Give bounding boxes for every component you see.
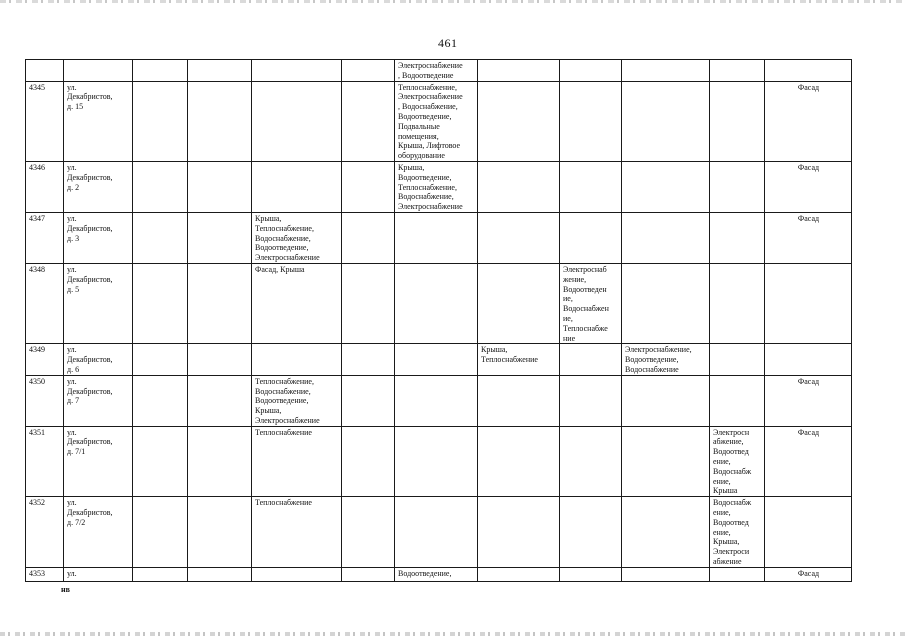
table-cell: [252, 60, 342, 82]
table-cell: [622, 375, 710, 426]
table-cell: [342, 375, 395, 426]
table-cell: [133, 497, 188, 568]
table-cell: [342, 212, 395, 263]
row-number-cell: 4349: [26, 344, 64, 375]
row-number-cell: 4351: [26, 426, 64, 497]
table-cell: [710, 60, 765, 82]
table-row: [26, 497, 852, 568]
table-cell: [478, 161, 560, 212]
table-cell: [252, 567, 342, 581]
table-cell: [133, 344, 188, 375]
facade-cell: Фасад: [765, 567, 852, 581]
table-cell: [188, 426, 252, 497]
address-cell: ул.: [64, 567, 133, 581]
table-cell: [560, 81, 622, 161]
table-cell: [478, 60, 560, 82]
table-row: [26, 212, 852, 263]
table-cell: Крыша, Теплоснабжение, Водоснабжение, Водоотведение, Электроснабжение: [252, 212, 342, 263]
table-cell: [188, 212, 252, 263]
table-cell: [478, 375, 560, 426]
table-cell: [478, 212, 560, 263]
table-cell: [188, 567, 252, 581]
table-cell: [188, 497, 252, 568]
facade-cell: Фасад: [765, 212, 852, 263]
table-cell: [560, 212, 622, 263]
address-cell: ул. Декабристов, д. 2: [64, 161, 133, 212]
table-cell: [188, 81, 252, 161]
table-cell: [133, 81, 188, 161]
row-number-cell: 4350: [26, 375, 64, 426]
row-number-cell: 4348: [26, 263, 64, 343]
facade-cell: [765, 497, 852, 568]
table-cell: [133, 212, 188, 263]
table-cell: [395, 344, 478, 375]
table-cell: [133, 567, 188, 581]
table-row: [26, 60, 852, 82]
table-cell: [710, 567, 765, 581]
table-cell: [478, 81, 560, 161]
table-cell: Фасад, Крыша: [252, 263, 342, 343]
table-cell: [560, 497, 622, 568]
table-cell: Теплоснабжение: [252, 497, 342, 568]
facade-cell: [765, 263, 852, 343]
table-cell: [710, 344, 765, 375]
scan-artifact-bottom: [0, 632, 905, 636]
facade-cell: Фасад: [765, 161, 852, 212]
table-cell: [342, 81, 395, 161]
table-cell: [710, 212, 765, 263]
table-cell: [478, 567, 560, 581]
table-cell: [188, 263, 252, 343]
table-cell: [622, 263, 710, 343]
table-row: [26, 81, 852, 161]
address-cell: ул. Декабристов, д. 7: [64, 375, 133, 426]
footnote-mark: нв: [61, 585, 70, 594]
address-cell: ул. Декабристов, д. 3: [64, 212, 133, 263]
table-cell: [133, 375, 188, 426]
row-number-cell: 4353: [26, 567, 64, 581]
table-cell: [560, 567, 622, 581]
address-cell: ул. Декабристов, д. 7/1: [64, 426, 133, 497]
table-cell: Крыша, Теплоснабжение: [478, 344, 560, 375]
address-cell: ул. Декабристов, д. 7/2: [64, 497, 133, 568]
table-cell: [133, 161, 188, 212]
table-cell: [342, 426, 395, 497]
table-cell: [342, 344, 395, 375]
table-row: [26, 344, 852, 375]
table-cell: [252, 344, 342, 375]
table-cell: [133, 263, 188, 343]
table-cell: [188, 375, 252, 426]
table-cell: [395, 497, 478, 568]
repair-schedule-table: [25, 59, 852, 582]
table-cell: [560, 60, 622, 82]
page-number: 461: [438, 36, 458, 50]
table-cell: Теплоснабжение, Электроснабжение , Водоснабжение, Водоотведение, Подвальные помещения, Крыша, Лифтовое оборудование: [395, 81, 478, 161]
table-cell: [710, 161, 765, 212]
table-row: [26, 426, 852, 497]
table-row: [26, 161, 852, 212]
table-cell: [133, 426, 188, 497]
table-row: [26, 567, 852, 581]
table-cell: Теплоснабжение: [252, 426, 342, 497]
table-cell: [342, 263, 395, 343]
table-cell: Электроснабжение, Водоотведение, Водоснабжение: [622, 344, 710, 375]
row-number-cell: 4346: [26, 161, 64, 212]
table-cell: [560, 426, 622, 497]
facade-cell: Фасад: [765, 81, 852, 161]
address-cell: [64, 60, 133, 82]
table-cell: [710, 81, 765, 161]
table-cell: [342, 60, 395, 82]
row-number-cell: [26, 60, 64, 82]
table-cell: [342, 567, 395, 581]
table-cell: [622, 81, 710, 161]
table-cell: Водоотведение,: [395, 567, 478, 581]
table-cell: [395, 212, 478, 263]
table-cell: [478, 497, 560, 568]
facade-cell: [765, 344, 852, 375]
table-cell: [188, 60, 252, 82]
table-cell: [478, 426, 560, 497]
facade-cell: [765, 60, 852, 82]
table-cell: [622, 567, 710, 581]
table-cell: Теплоснабжение, Водоснабжение, Водоотведение, Крыша, Электроснабжение: [252, 375, 342, 426]
row-number-cell: 4347: [26, 212, 64, 263]
facade-cell: Фасад: [765, 426, 852, 497]
address-cell: ул. Декабристов, д. 6: [64, 344, 133, 375]
table-cell: Электроснаб жение, Водоотведен ие, Водоснабжен ие, Теплоснабже ние: [560, 263, 622, 343]
table-cell: [478, 263, 560, 343]
table-cell: [252, 81, 342, 161]
table-cell: [395, 375, 478, 426]
address-cell: ул. Декабристов, д. 5: [64, 263, 133, 343]
table-cell: Электроснабжение , Водоотведение: [395, 60, 478, 82]
table-cell: [710, 263, 765, 343]
table-cell: [560, 344, 622, 375]
table-cell: [188, 161, 252, 212]
table-cell: Электросн абжение, Водоотвед ение, Водоснабж ение, Крыша: [710, 426, 765, 497]
table-cell: [622, 161, 710, 212]
table-cell: [342, 497, 395, 568]
table-cell: [252, 161, 342, 212]
table-cell: [133, 60, 188, 82]
table-cell: [560, 161, 622, 212]
table-cell: [395, 426, 478, 497]
table-cell: [395, 263, 478, 343]
table-cell: Водоснабж ение, Водоотвед ение, Крыша, Электроси абжение: [710, 497, 765, 568]
table-cell: [622, 60, 710, 82]
table-cell: [560, 375, 622, 426]
scan-artifact-top: [0, 0, 905, 3]
facade-cell: Фасад: [765, 375, 852, 426]
row-number-cell: 4352: [26, 497, 64, 568]
table-row: [26, 375, 852, 426]
table-cell: [622, 426, 710, 497]
table-cell: [622, 212, 710, 263]
table-cell: Крыша, Водоотведение, Теплоснабжение, Водоснабжение, Электроснабжение: [395, 161, 478, 212]
address-cell: ул. Декабристов, д. 15: [64, 81, 133, 161]
table-cell: [622, 497, 710, 568]
table-cell: [342, 161, 395, 212]
table-row: [26, 263, 852, 343]
table-cell: [710, 375, 765, 426]
table-cell: [188, 344, 252, 375]
row-number-cell: 4345: [26, 81, 64, 161]
